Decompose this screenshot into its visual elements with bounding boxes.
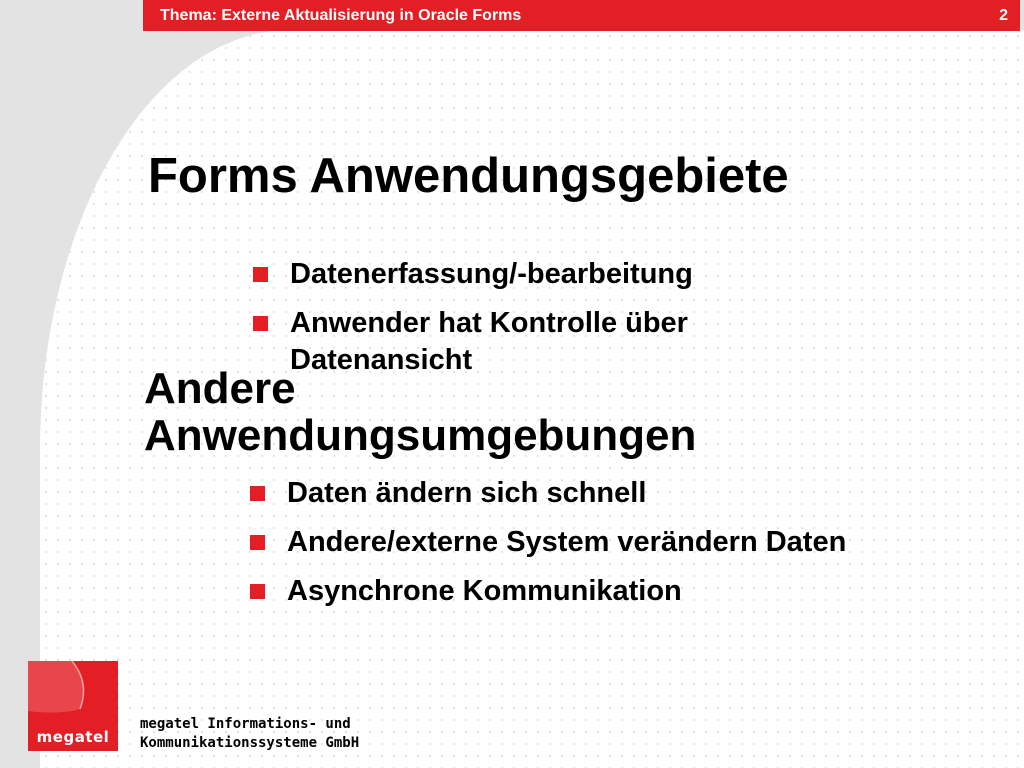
square-bullet-icon [250, 584, 265, 599]
company-name [140, 715, 359, 753]
bullet-text: Andere/externe System verändern Daten [287, 526, 847, 558]
page-number: 2 [999, 7, 1008, 24]
bullet-text: Asynchrone Kommunikation [287, 575, 682, 607]
logo-text: megatel [36, 728, 110, 746]
square-bullet-icon [253, 267, 268, 282]
square-bullet-icon [250, 486, 265, 501]
header-title: Thema: Externe Aktualisierung in Oracle Forms [160, 7, 522, 24]
list-item [250, 475, 970, 512]
company-line-1: megatel Informations- und [140, 716, 351, 732]
list-item [250, 573, 970, 610]
square-bullet-icon [250, 535, 265, 550]
bullet-list-other [250, 475, 970, 622]
header-bar [143, 0, 1020, 31]
company-line-2: Kommunikationssysteme GmbH [140, 735, 360, 751]
bullet-text: Anwender hat Kontrolle über Datenansicht [290, 307, 688, 376]
list-item [250, 524, 970, 561]
square-bullet-icon [253, 316, 268, 331]
section-title-forms: Forms Anwendungsgebiete [148, 149, 789, 203]
section-title-other: Andere Anwendungsumgebungen [144, 364, 697, 461]
list-item [253, 256, 773, 293]
bullet-text: Daten ändern sich schnell [287, 477, 647, 509]
bullet-text: Datenerfassung/-bearbeitung [290, 258, 693, 290]
megatel-logo [28, 661, 118, 751]
